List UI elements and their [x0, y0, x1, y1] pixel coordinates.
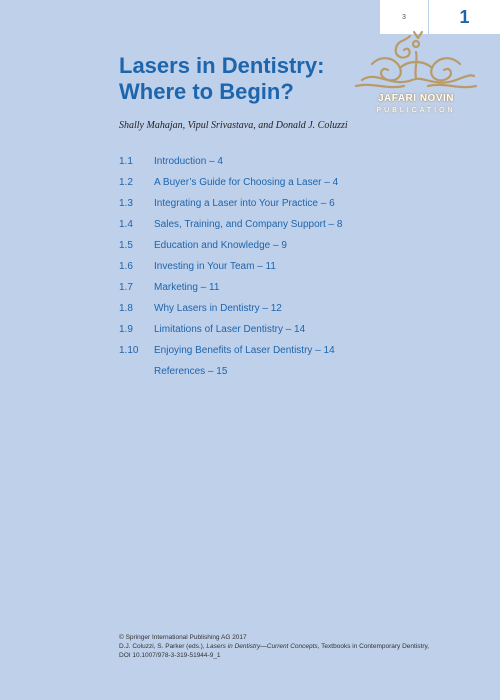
citation-line	[119, 642, 449, 651]
toc-entry-title: Limitations of Laser Dentistry – 14	[154, 324, 306, 335]
toc-entry-title: A Buyer’s Guide for Choosing a Laser – 4	[154, 177, 339, 188]
chapter-title-line-1: Lasers in Dentistry:	[119, 53, 325, 78]
toc-entry[interactable]	[119, 151, 459, 172]
toc-entry[interactable]	[119, 298, 459, 319]
toc-entry[interactable]	[119, 193, 459, 214]
copyright-line: © Springer International Publishing AG 2017	[119, 634, 247, 641]
chapter-number-tab	[429, 0, 500, 34]
toc-entry-title: Education and Knowledge – 9	[154, 240, 287, 251]
toc-entry-number: 1.3	[119, 198, 133, 209]
toc-entry-title: Enjoying Benefits of Laser Dentistry – 14	[154, 345, 335, 356]
toc-entry-title: Investing in Your Team – 11	[154, 261, 276, 272]
chapter-number: 1	[459, 6, 470, 27]
toc-entry-references[interactable]	[119, 361, 459, 382]
toc-entry[interactable]	[119, 172, 459, 193]
page-number: 3	[402, 13, 406, 21]
toc-entry-title: Why Lasers in Dentistry – 12	[154, 303, 282, 314]
citation-series: , Textbooks in Contemporary Dentistry,	[317, 643, 430, 650]
toc-entry[interactable]	[119, 277, 459, 298]
toc-entry-number: 1.7	[119, 282, 133, 293]
table-of-contents	[119, 151, 459, 382]
watermark-name: JAFARI NOVIN	[377, 93, 454, 104]
toc-entry-number: 1.10	[119, 345, 139, 356]
chapter-title	[119, 53, 359, 105]
doi-line: DOI 10.1007/978-3-319-51944-9_1	[119, 652, 221, 659]
citation-book-title: Lasers in Dentistry—Current Concepts	[206, 643, 318, 650]
toc-entry[interactable]	[119, 319, 459, 340]
toc-entry-title: References – 15	[154, 366, 228, 377]
page-number-tab	[380, 0, 429, 34]
toc-entry-title: Introduction – 4	[154, 156, 223, 167]
toc-entry[interactable]	[119, 256, 459, 277]
publisher-watermark-logo	[352, 30, 480, 120]
toc-entry-number: 1.2	[119, 177, 133, 188]
chapter-title-line-2: Where to Begin?	[119, 79, 294, 104]
watermark-subtitle: PUBLICATION	[376, 107, 456, 114]
toc-entry-title: Integrating a Laser into Your Practice – 6	[154, 198, 335, 209]
chapter-authors: Shally Mahajan, Vipul Srivastava, and Donald J. Coluzzi	[119, 120, 348, 131]
toc-entry[interactable]	[119, 235, 459, 256]
toc-entry[interactable]	[119, 340, 459, 361]
toc-entry-number: 1.1	[119, 156, 133, 167]
toc-entry-number: 1.9	[119, 324, 133, 335]
toc-entry-title: Sales, Training, and Company Support – 8	[154, 219, 343, 230]
toc-entry-number: 1.8	[119, 303, 133, 314]
citation-editors: D.J. Coluzzi, S. Parker (eds.),	[119, 643, 207, 650]
toc-entry-number: 1.5	[119, 240, 133, 251]
toc-entry-title: Marketing – 11	[154, 282, 220, 293]
toc-entry-number: 1.4	[119, 219, 133, 230]
toc-entry[interactable]	[119, 214, 459, 235]
copyright-footer	[119, 633, 449, 660]
toc-entry-number: 1.6	[119, 261, 133, 272]
ornament-icon	[352, 30, 480, 94]
